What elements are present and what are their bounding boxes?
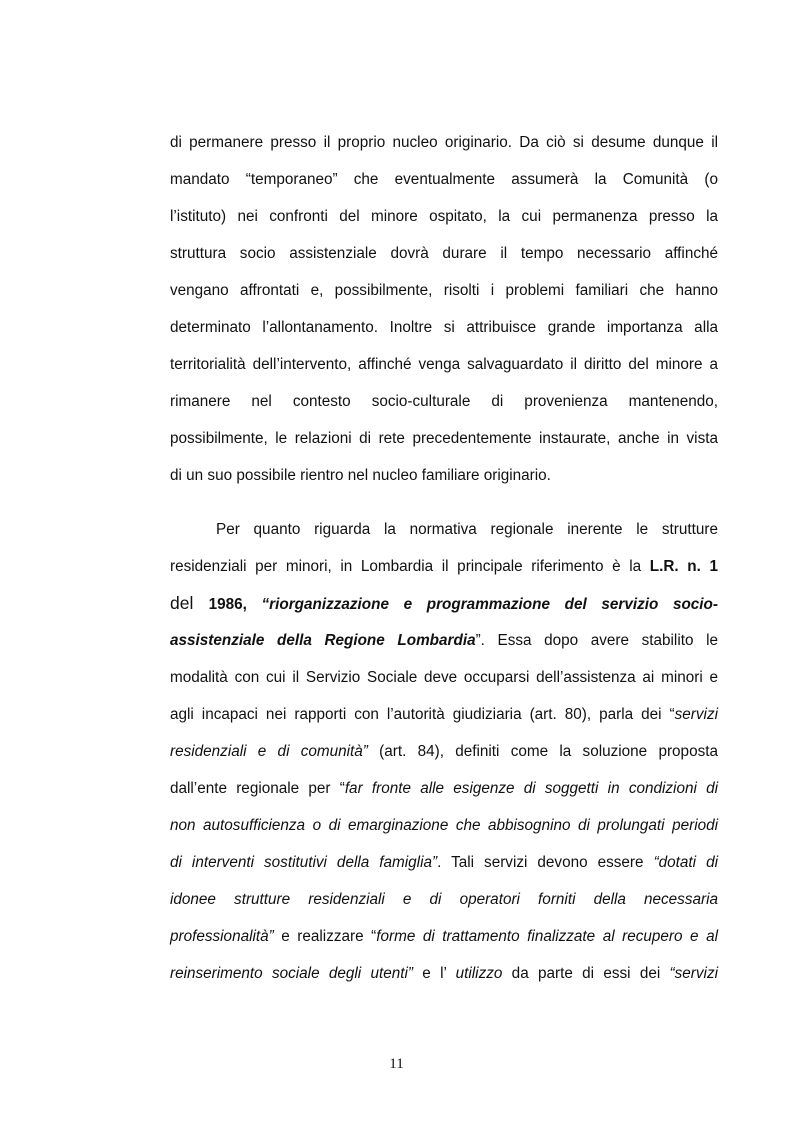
body-text: [170, 124, 718, 992]
text-line: [170, 696, 718, 733]
text-line: [170, 733, 718, 770]
text-run: da parte di essi dei: [502, 965, 670, 982]
text-line: di un suo possibile rientro nel nucleo familiare originario.: [170, 467, 551, 484]
text-line: territorialità dell’intervento, affinché venga salvaguardato il diritto del minore a: [170, 356, 718, 373]
text-line: [170, 622, 718, 659]
quote-run: reinserimento sociale degli utenti”: [170, 965, 413, 982]
text-line: [170, 955, 718, 992]
text-run: dall’ente regionale per “: [170, 780, 345, 797]
law-title: “riorganizzazione e programmazione del servizio socio-: [261, 596, 718, 613]
quote-run: servizi: [674, 706, 718, 723]
text-line: l’istituto) nei confronti del minore ospitato, la cui permanenza presso la: [170, 208, 718, 225]
law-reference: L.R. n. 1: [649, 558, 718, 575]
text-run: e realizzare “: [273, 928, 377, 945]
text-line: [170, 844, 718, 881]
text-line: struttura socio assistenziale dovrà durare il tempo necessario affinché: [170, 245, 718, 262]
quote-run: residenziali e di comunità”: [170, 743, 368, 760]
law-title: assistenziale della Regione Lombardia: [170, 632, 476, 649]
quote-run: far fronte alle esigenze di soggetti in condizioni di: [344, 780, 718, 797]
text-run: [247, 596, 262, 613]
text-run: e l’: [413, 965, 456, 982]
quote-run: utilizzo: [455, 965, 503, 982]
text-line: [170, 585, 718, 622]
quote-run: forme di trattamento finalizzate al recupero e al: [376, 928, 718, 945]
page-number: 11: [389, 1056, 404, 1072]
text-run: agli incapaci nei rapporti con l’autorità giudiziaria (art. 80), parla dei “: [170, 706, 675, 723]
quote-run: professionalità”: [170, 928, 274, 945]
text-line: [170, 548, 718, 585]
paragraph-gap: [170, 494, 718, 511]
text-line: [170, 918, 718, 955]
text-line: di permanere presso il proprio nucleo originario. Da ciò si desume dunque il: [170, 134, 718, 151]
text-run: (art. 84), definiti come la soluzione proposta: [367, 743, 718, 760]
law-year: 1986,: [208, 596, 247, 613]
quote-run: di interventi sostitutivi della famiglia”: [170, 854, 438, 871]
text-line: rimanere nel contesto socio-culturale di provenienza mantenendo,: [170, 393, 718, 410]
text-run: del: [170, 593, 209, 613]
text-line: possibilmente, le relazioni di rete precedentemente instaurate, anche in vista: [170, 430, 718, 447]
text-run: . Tali servizi devono essere: [437, 854, 654, 871]
text-line: modalità con cui il Servizio Sociale deve occuparsi dell’assistenza ai minori e: [170, 669, 718, 686]
paragraph-2: [170, 511, 718, 992]
text-line: [170, 770, 718, 807]
text-line: non autosufficienza o di emarginazione che abbisognino di prolungati periodi: [170, 817, 718, 834]
paragraph-1: [170, 124, 718, 494]
text-line: Per quanto riguarda la normativa regionale inerente le strutture: [216, 521, 718, 538]
text-line: mandato “temporaneo” che eventualmente assumerà la Comunità (o: [170, 171, 718, 188]
text-run: ”. Essa dopo avere stabilito le: [475, 632, 718, 649]
text-run: residenziali per minori, in Lombardia il principale riferimento è la: [170, 558, 650, 575]
text-line: idonee strutture residenziali e di operatori forniti della necessaria: [170, 891, 718, 908]
quote-run: “dotati di: [653, 854, 719, 871]
quote-run: “servizi: [669, 965, 718, 982]
text-line: vengano affrontati e, possibilmente, risolti i problemi familiari che hanno: [170, 282, 718, 299]
text-line: determinato l’allontanamento. Inoltre si attribuisce grande importanza alla: [170, 319, 718, 336]
